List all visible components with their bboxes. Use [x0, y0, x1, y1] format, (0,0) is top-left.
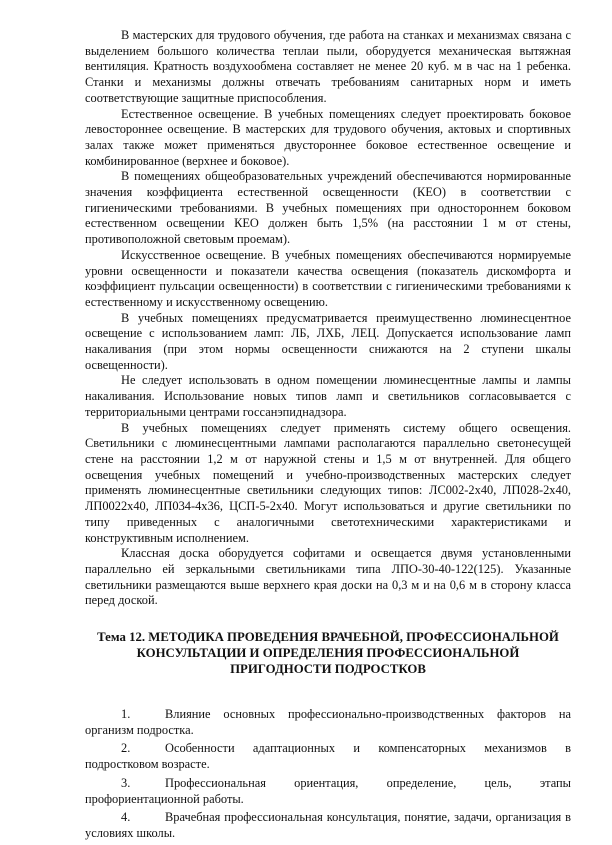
document-page — [85, 28, 571, 845]
list-item-text: Профессиональная ориентация, определение, цель, этапы профориентационной работы. — [85, 775, 571, 806]
paragraph-blackboard-lighting: Классная доска оборудуется софитами и освещается двумя установленными параллельно ей зеркальными светильниками типа ЛПО-30-40-122(125). Указанные светильники размещаются выше верхнего края доски на 0,3 м и на 0,6 м в сторону класса перед доской. — [85, 546, 571, 608]
section-heading: Тема 12. МЕТОДИКА ПРОВЕДЕНИЯ ВРАЧЕБНОЙ, ПРОФЕССИОНАЛЬНОЙ КОНСУЛЬТАЦИИ И ОПРЕДЕЛЕНИЯ ПРОФЕССИОНАЛЬНОЙ ПРИГОДНОСТИ ПОДРОСТКОВ — [97, 630, 559, 677]
paragraph-fluorescent-lamps: В учебных помещениях предусматривается преимущественно люминесцентное освещение с использованием ламп: ЛБ, ЛХБ, ЛЕЦ. Допускается использование ламп накаливания (при этом нормы освещенности снижаются на 2 ступени шкалы освещенности). — [85, 310, 571, 372]
list-item — [85, 707, 571, 738]
topic-question-list — [85, 707, 571, 842]
list-item — [85, 810, 571, 841]
paragraph-lamp-mixing: Не следует использовать в одном помещении люминесцентные лампы и лампы накаливания. Использование новых типов ламп и светильников согласовывается с территориальными центрами госсанэпиднадзора. — [85, 373, 571, 419]
paragraph-natural-lighting: Естественное освещение. В учебных помещениях следует проектировать боковое левостороннее освещение. В мастерских для трудового обучения, актовых и спортивных залах также может применяться двустороннее боковое естественное освещение и комбинированное (верхнее и боковое). — [85, 106, 571, 168]
list-item-text: Влияние основных профессионально-производственных факторов на организм подростка. — [85, 707, 571, 737]
paragraph-artificial-lighting: Искусственное освещение. В учебных помещениях обеспечиваются нормируемые уровни освещенности и показатели качества освещения (показатель дискомфорта и коэффициент пульсации освещенности) в соответствии с гигиеническими требованиями к естественному и искусственному освещению. — [85, 247, 571, 309]
list-item — [85, 741, 571, 772]
list-item-number: 3. — [121, 775, 131, 790]
list-item-number: 1. — [121, 707, 131, 722]
list-item-number: 4. — [121, 810, 131, 825]
paragraph-general-lighting-system: В учебных помещениях следует применять систему общего освещения. Светильники с люминесцентными лампами располагаются параллельно светонесущей стене на расстоянии 1,2 м от наружной стены и 1,5 м от внутренней. Для общего освещения учебных помещений и учебно-производственных мастерских следует применять люминесцентные светильники следующих типов: ЛС002-2х40, ЛП028-2х40, ЛП0022х40, ЛП034-4х36, ЦСП-5-2х40. Могут использоваться и другие светильники по типу приведенных с аналогичными светотехническими характеристиками и конструктивным исполнением. — [85, 420, 571, 545]
list-item-text: Врачебная профессиональная консультация, понятие, задачи, организация в условиях школы. — [85, 810, 571, 840]
list-item-number: 2. — [121, 741, 131, 756]
paragraph-keo-requirements: В помещениях общеобразовательных учреждений обеспечиваются нормированные значения коэффициента естественной освещенности (КЕО) в соответствии с гигиеническими требованиями. В учебных помещениях при одностороннем боковом естественном освещении КЕО должен быть 1,5% (на расстоянии 1 м от стены, противоположной световым проемам). — [85, 169, 571, 247]
paragraph-workshop-ventilation: В мастерских для трудового обучения, где работа на станках и механизмах связана с выделением большого количества теплаи пыли, оборудуется механическая вытяжная вентиляция. Кратность воздухообмена составляет не менее 20 куб. м в час на 1 ребенка. Станки и механизмы должны отвечать требованиям санитарных норм и иметь соответствующие защитные приспособления. — [85, 28, 571, 105]
list-item-text: Особенности адаптационных и компенсаторных механизмов в подростковом возрасте. — [85, 741, 571, 772]
